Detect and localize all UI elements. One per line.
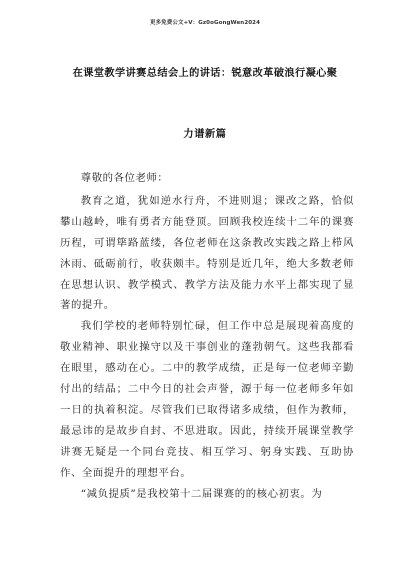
salutation: 尊敬的各位老师： [80,172,169,184]
document-title-line-1: 在课堂教学讲赛总结会上的讲话：锐意改革破浪行凝心聚 [72,67,338,79]
header-watermark: 更多免费公文+V：Gz0oGongWen2024 [149,20,261,26]
document-title-line-2: 力谱新篇 [183,128,227,140]
paragraph-2: 我们学校的老师特别忙碌，但工作中总是展现着高度的敬业精神、职业操守以及干事创业的蓬勃朝气。这些我都看在眼里，感动在心。二中的教学成绩，正是每一位老师辛勤付出的结晶；二中今日的社会声誉，源于每一位老师多年如一日的执着积淀。尽管我们已取得诸多成绩，但作为教师，最忌讳的是故步自封、不思进取。因此，持续开展课堂教学讲赛无疑是一个同台竞技、相互学习、躬身实践、互助协作、全面提升的理想平台。 [60,320,354,479]
paragraph-1: 教育之道，犹如逆水行舟，不进则退；课改之路，恰似攀山越岭，唯有勇者方能登顶。回顾我校连续十二年的课赛历程，可谓筚路蓝缕，各位老师在这条教改实践之路上栉风沐雨、砥砺前行，收获颇丰。特别是近几年，绝大多数老师在思想认识、教学模式、教学方法及能力水平上都实现了显著的提升。 [60,194,354,312]
paragraph-3: “减负提质”是我校第十二届课赛的的核心初衷。为 [80,487,323,500]
document-body [60,168,354,505]
